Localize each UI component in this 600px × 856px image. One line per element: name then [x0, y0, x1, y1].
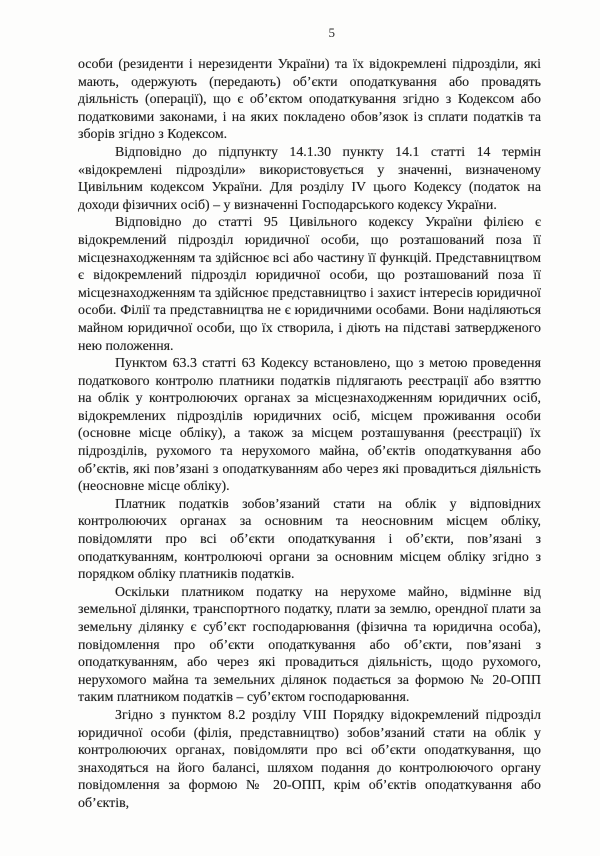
- paragraph: Згідно з пунктом 8.2 розділу VIII Порядку відокремлений підрозділ юридичної особи (філія, представництво) зобов’язаний стати на облік у контролюючих органах, повідомляти про всі об’єкти оподаткування, що знаходяться на його балансі, шляхом подання до контролюючого органу повідомлення за формою № 20-ОПП, крім об’єктів оподаткування або об’єктів,: [78, 707, 541, 811]
- document-body: [78, 56, 541, 813]
- paragraph: Відповідно до підпункту 14.1.30 пункту 14.1 статті 14 термін «відокремлені підрозділи» використовується у значенні, визначеному Цивільним кодексом України. Для розділу IV цього Кодексу (податок на доходи фізичних осіб) – у визначенні Господарського кодексу України.: [78, 144, 541, 213]
- paragraph: Відповідно до статті 95 Цивільного кодексу України філією є відокремлений підрозділ юридичної особи, що розташований поза її місцезнаходженням та здійснює всі або частину її функцій. Представництвом є відокремлений підрозділ юридичної особи, що розташований поза її місцезнаходженням та здійснює представництво і захист інтересів юридичної особи. Філії та представництва не є юридичними особами. Вони наділяються майном юридичної особи, що їх створила, і діють на підставі затвердженого нею положення.: [78, 215, 541, 354]
- paragraph: Оскільки платником податку на нерухоме майно, відмінне від земельної ділянки, транспортного податку, плати за землю, орендної плати за земельну ділянку є суб’єкт господарювання (фізична та юридична особа), повідомлення про об’єкти оподаткування або об’єкти, пов’язані з оподаткуванням, або через які провадиться діяльність, щодо рухомого, нерухомого майна та земельних ділянок подається за формою № 20-ОПП таким платником податків – суб’єктом господарювання.: [78, 584, 541, 706]
- paragraph: Платник податків зобов’язаний стати на облік у відповідних контролюючих органах за основним та неосновним місцем обліку, повідомляти про всі об’єкти оподаткування і об’єкти, пов’язані з оподаткуванням, контролюючі органи за основним місцем обліку згідно з порядком обліку платників податків.: [78, 496, 541, 583]
- paragraph: Пунктом 63.3 статті 63 Кодексу встановлено, що з метою проведення податкового контролю платники податків підлягають реєстрації або взяттю на облік у контролюючих органах за місцезнаходженням юридичних осіб, відокремлених підрозділів юридичних осіб, місцем проживання особи (основне місце обліку), а також за місцем розташування (реєстрації) їх підрозділів, рухомого та нерухомого майна, об’єктів оподаткування або об’єктів, які пов’язані з оподаткуванням або через які провадиться діяльність (неосновне місце обліку).: [78, 356, 541, 495]
- paragraph: особи (резиденти і нерезиденти України) та їх відокремлені підрозділи, які мають, одержують (передають) об’єкти оподаткування або провадять діяльність (операції), що є об’єктом оподаткування згідно з Кодексом або податковими законами, і на яких покладено обов’язок із сплати податків та зборів згідно з Кодексом.: [78, 57, 541, 143]
- page-number: 5: [328, 25, 336, 40]
